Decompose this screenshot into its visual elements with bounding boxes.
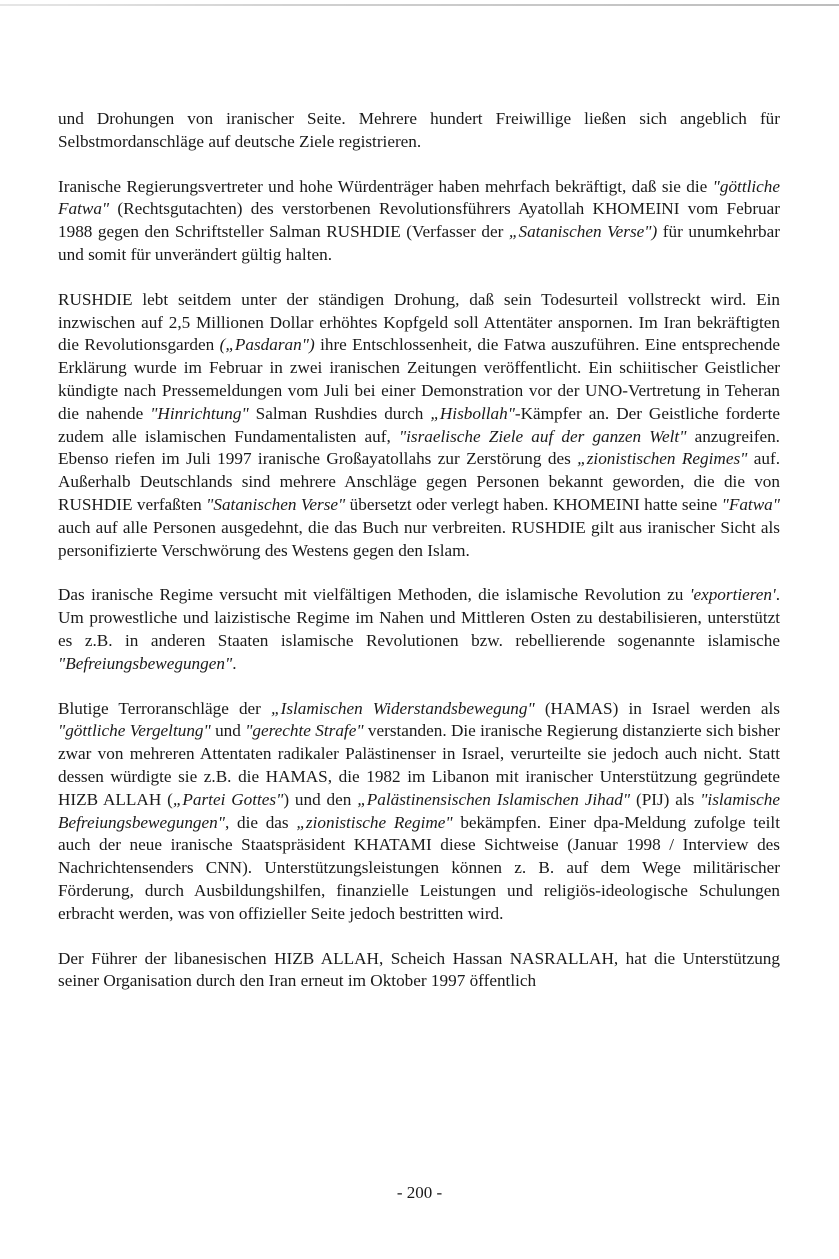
text-run: . Um prowestliche und laizistische Regime im Nahen und Mittleren Osten zu destabilisieren, unterstützt es z.B. in anderen Staaten islamische Revolutionen bzw. rebellierende sogenannte islamische <box>58 585 780 650</box>
text-run: Blutige Terroranschläge der <box>58 698 272 718</box>
paragraph <box>58 948 780 994</box>
text-run: Das iranische Regime versucht mit vielfältigen Methoden, die islamische Revolution zu <box>58 585 690 605</box>
text-run: Der Führer der libanesischen HIZB ALLAH, Scheich Hassan NASRALLAH, hat die Unterstützung seiner Organisation durch den Iran erneut im Oktober 1997 öffentlich <box>58 948 780 991</box>
text-run: verstanden. Die iranische Regierung distanzierte sich bisher zwar von mehreren Attentaten radikaler Palästinenser in Israel, verurteilte sie jedoch auch nicht. Statt dessen würdigte sie z.B. die HAMAS, die 1982 im Libanon mit iranischer Unterstützung gegründete HIZB ALLAH ( <box>58 721 780 809</box>
italic-quote: „Palästinensischen Islamischen Jihad" <box>357 789 631 809</box>
italic-quote: „Islamischen Widerstandsbewegung" <box>271 698 535 718</box>
italic-quote: "gerechte Strafe" <box>245 721 364 741</box>
italic-quote: "israelische Ziele auf der ganzen Welt" <box>398 426 687 446</box>
italic-quote: „Partei Gottes" <box>172 789 284 809</box>
italic-quote: „zionistischen Regimes" <box>577 449 748 469</box>
italic-quote: "göttliche Vergeltung" <box>58 721 211 741</box>
text-run: bekämpfen. Einer dpa-Meldung zufolge teilt auch der neue iranische Staatspräsident KHATAMI diese Sichtweise (Januar 1998 / Interview des Nachrichtensenders CNN). Unterstützungsleistungen können z. B. auf dem Wege militärischer Förderung, durch Ausbildungshilfen, finanzielle Leistungen und religiös-ideologische Schulungen erbracht werden, was von offizieller Seite jedoch bestritten wird. <box>58 812 780 923</box>
document-body <box>58 108 780 993</box>
text-run: (Rechtsgutachten) des verstorbenen Revolutionsführers Ayatollah KHOMEINI vom Februar 1988 gegen den Schriftsteller Salman RUSHDIE (Verfasser der <box>58 199 780 242</box>
paragraph <box>58 698 780 926</box>
italic-quote: („Pasdaran") <box>219 335 315 355</box>
scan-top-edge <box>0 4 839 6</box>
text-run: Iranische Regierungsvertreter und hohe Würdenträger haben mehrfach bekräftigt, daß sie die <box>58 176 713 196</box>
italic-quote: "Hinrichtung" <box>150 403 249 423</box>
paragraph <box>58 108 780 154</box>
paragraph <box>58 584 780 675</box>
italic-quote: "Satanischen Verse" <box>206 494 346 514</box>
text-run: ihre Entschlossenheit, die Fatwa auszuführen. Eine entsprechende Erklärung wurde im Februar in zwei iranischen Zeitungen veröffentlicht. Ein schiitischer Geistlicher kündigte nach Pressemeldungen vom Juli bei einer Demonstration vor der UNO-Vertretung in Teheran die nahende <box>58 335 780 423</box>
text-run: RUSHDIE lebt seitdem unter der ständigen Drohung, daß sein Todesurteil vollstreckt wird. Ein inzwischen auf 2,5 Millionen Dollar erhöhtes Kopfgeld soll Attentäter anspornen. Im Iran bekräftigten die Revolutionsgarden <box>58 289 780 355</box>
text-run: und <box>210 721 246 741</box>
text-run: (PIJ) als <box>630 789 701 809</box>
italic-quote: „Hisbollah" <box>430 403 515 423</box>
italic-quote: "Befreiungsbewegungen" <box>58 653 233 673</box>
paragraph <box>58 289 780 563</box>
italic-quote: 'exportieren' <box>689 585 776 605</box>
text-run: (HAMAS) in Israel werden als <box>534 698 780 718</box>
text-run: anzugreifen. Ebenso riefen im Juli 1997 iranische Großayatollahs zur Zerstörung des <box>58 426 780 469</box>
text-run: . <box>232 653 237 673</box>
italic-quote: "Fatwa" <box>721 494 780 514</box>
italic-quote: "göttliche Fatwa" <box>58 176 780 219</box>
text-run: Salman Rushdies durch <box>248 403 431 423</box>
text-run: , die das <box>224 812 297 832</box>
text-run: für unumkehrbar und somit für unverändert gültig halten. <box>58 222 780 264</box>
text-run: -Kämpfer an. Der Geistliche forderte zudem alle islamischen Fundamentalisten auf, <box>58 403 780 446</box>
text-run: und Drohungen von iranischer Seite. Mehrere hundert Freiwillige ließen sich angeblich für Selbstmordanschläge auf deutsche Ziele registrieren. <box>58 109 780 151</box>
text-run: auch auf alle Personen ausgedehnt, die das Buch nur verbreiten. RUSHDIE gilt aus iranischer Sicht als personifizierte Verschwörung des Westens gegen den Islam. <box>58 517 780 560</box>
text-run: übersetzt oder verlegt haben. KHOMEINI hatte seine <box>345 494 722 514</box>
paragraph <box>58 176 780 267</box>
italic-quote: "islamische Befreiungsbewegungen" <box>58 789 780 832</box>
text-run: ) und den <box>283 789 358 809</box>
page-number: - 200 - <box>396 1183 443 1202</box>
italic-quote: „Satanischen Verse") <box>508 222 658 242</box>
text-run: auf. Außerhalb Deutschlands sind mehrere Anschläge gegen Personen bekannt geworden, die die von RUSHDIE verfaßten <box>58 449 780 514</box>
italic-quote: „zionistische Regime" <box>296 812 453 832</box>
